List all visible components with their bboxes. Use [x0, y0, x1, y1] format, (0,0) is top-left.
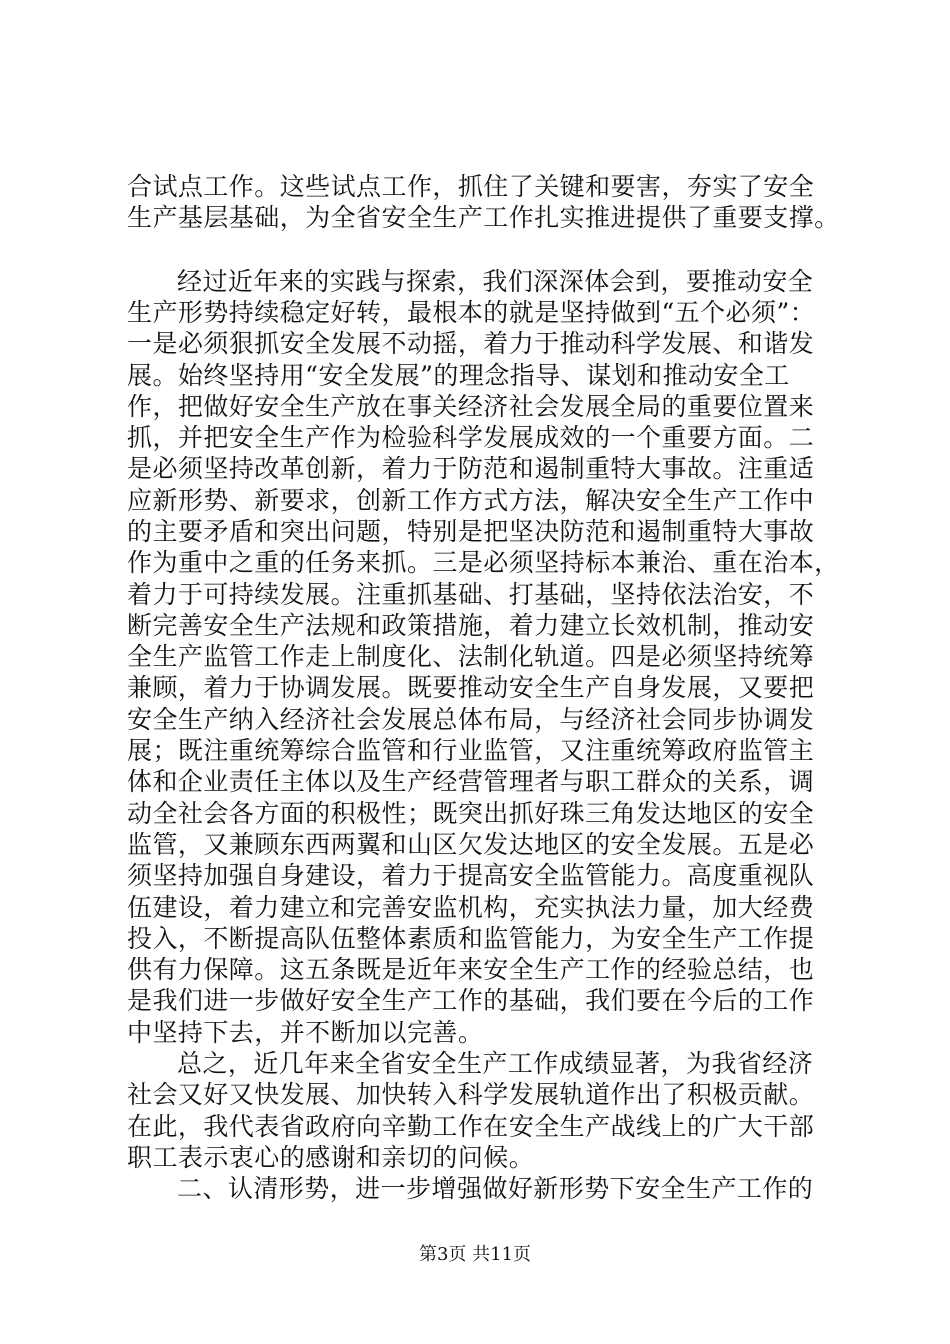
paragraph-start-line: 总之，近几年来全省安全生产工作成绩显著，为我省经济 — [177, 1049, 814, 1078]
text-line: 投入，不断提高队伍整体素质和监管能力，为安全生产工作提 — [127, 924, 815, 953]
text-line: 安全生产纳入经济社会发展总体布局，与经济社会同步协调发 — [127, 705, 815, 734]
text-line: 作，把做好安全生产放在事关经济社会发展全局的重要位置来 — [127, 392, 815, 421]
text-line: 在此，我代表省政府向辛勤工作在安全生产战线上的广大干部 — [127, 1112, 815, 1141]
text-line: 全生产监管工作走上制度化、法制化轨道。四是必须坚持统筹 — [127, 642, 815, 671]
text-line: 展。始终坚持用“安全发展”的理念指导、谋划和推动安全工 — [127, 361, 790, 390]
text-line: 体和企业责任主体以及生产经营管理者与职工群众的关系，调 — [127, 767, 815, 796]
text-line: 生产形势持续稳定好转，最根本的就是坚持做到“五个必须”： — [127, 298, 816, 327]
text-line: 是必须坚持改革创新，着力于防范和遏制重特大事故。注重适 — [127, 454, 815, 483]
text-line: 一是必须狠抓安全发展不动摇，着力于推动科学发展、和谐发 — [127, 329, 815, 358]
text-line: 中坚持下去，并不断加以完善。 — [127, 1018, 484, 1047]
text-line: 是我们进一步做好安全生产工作的基础，我们要在今后的工作 — [127, 986, 815, 1015]
page-number-footer: 第3页 共11页 — [418, 1244, 532, 1265]
text-line: 动全社会各方面的积极性；既突出抓好珠三角发达地区的安全 — [127, 799, 815, 828]
section-heading-line: 二、认清形势，进一步增强做好新形势下安全生产工作的 — [177, 1174, 814, 1203]
text-line: 着力于可持续发展。注重抓基础、打基础，坚持依法治安，不 — [127, 580, 815, 609]
text-line: 作为重中之重的任务来抓。三是必须坚持标本兼治、重在治本， — [127, 548, 840, 577]
text-line: 兼顾，着力于协调发展。既要推动安全生产自身发展，又要把 — [127, 673, 815, 702]
text-line: 社会又好又快发展、加快转入科学发展轨道作出了积极贡献。 — [127, 1080, 815, 1109]
text-line: 抓，并把安全生产作为检验科学发展成效的一个重要方面。二 — [127, 423, 815, 452]
paragraph-start-line: 经过近年来的实践与探索，我们深深体会到，要推动安全 — [177, 267, 814, 296]
text-line: 生产基层基础，为全省安全生产工作扎实推进提供了重要支撑。 — [127, 203, 840, 232]
text-line: 应新形势、新要求，创新工作方式方法，解决安全生产工作中 — [127, 486, 815, 515]
text-line: 供有力保障。这五条既是近年来安全生产工作的经验总结，也 — [127, 955, 815, 984]
text-line: 合试点工作。这些试点工作，抓住了关键和要害，夯实了安全 — [127, 172, 815, 201]
text-line: 的主要矛盾和突出问题，特别是把坚决防范和遏制重特大事故 — [127, 517, 815, 546]
text-line: 须坚持加强自身建设，着力于提高安全监管能力。高度重视队 — [127, 861, 815, 890]
text-line: 监管，又兼顾东西两翼和山区欠发达地区的安全发展。五是必 — [127, 830, 815, 859]
text-line: 职工表示衷心的感谢和亲切的问候。 — [127, 1143, 535, 1172]
text-line: 展；既注重统筹综合监管和行业监管，又注重统筹政府监管主 — [127, 736, 815, 765]
text-line: 断完善安全生产法规和政策措施，着力建立长效机制，推动安 — [127, 611, 815, 640]
text-line: 伍建设，着力建立和完善安监机构，充实执法力量，加大经费 — [127, 893, 815, 922]
